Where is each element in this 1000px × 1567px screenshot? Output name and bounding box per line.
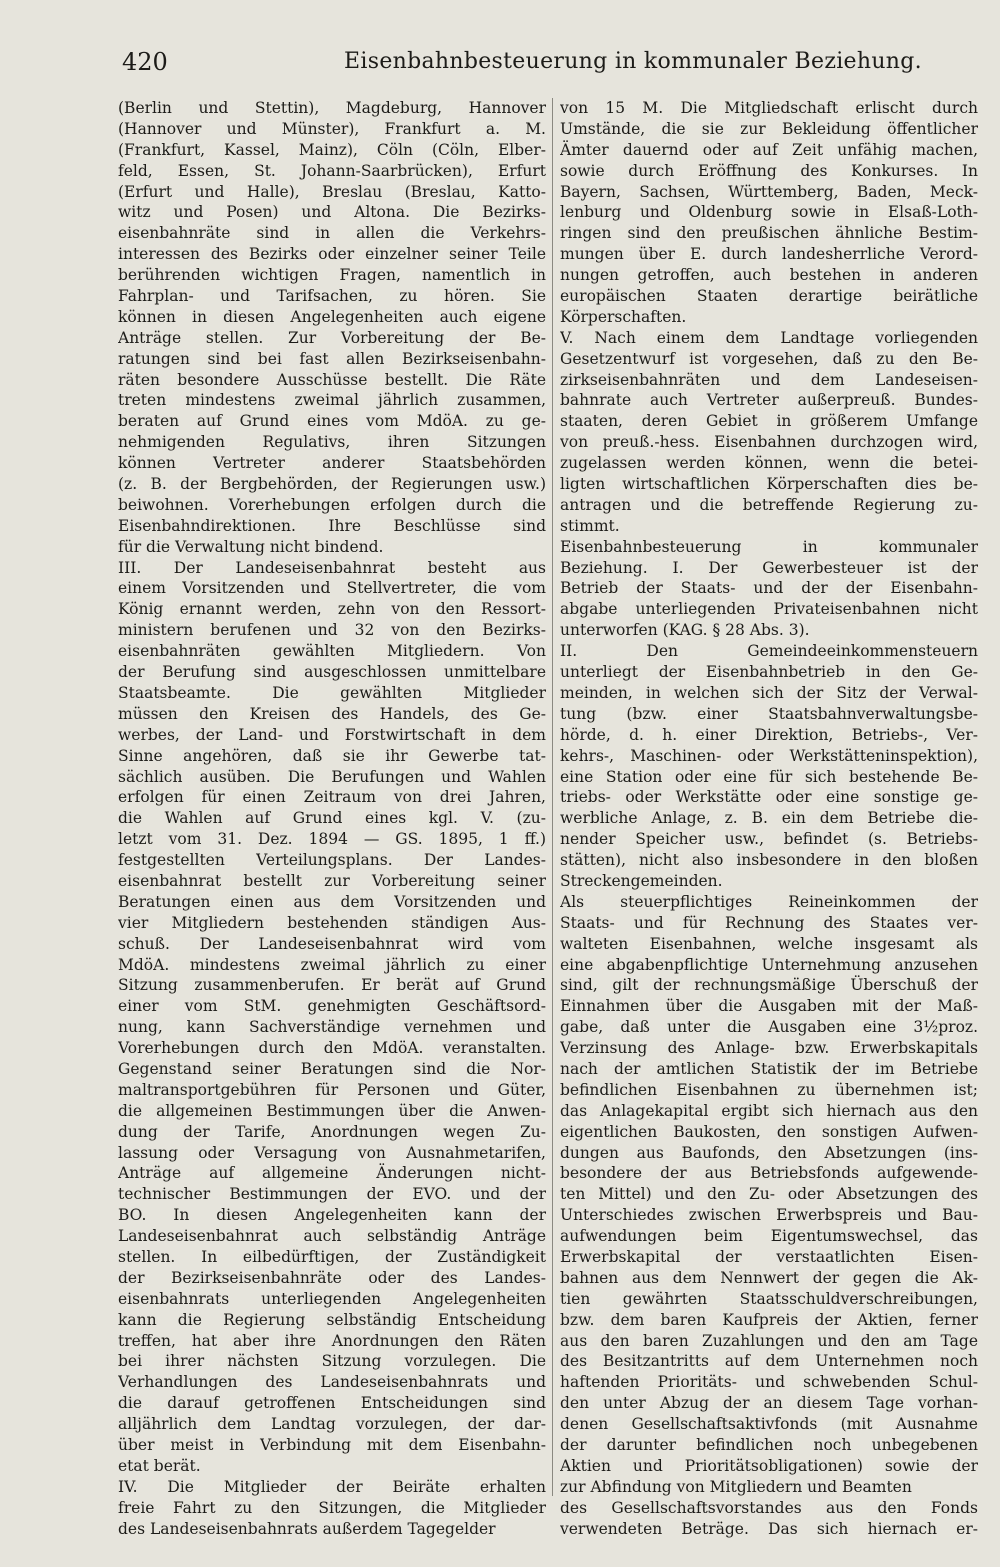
text-line: Staatsbeamte. Die gewählten Mitglieder: [118, 683, 546, 702]
text-line: des Gesellschaftsvorstandes aus den Fonds: [560, 1498, 978, 1517]
text-line: Ämter dauernd oder auf Zeit unfähig machen,: [560, 140, 978, 159]
text-line: walteten Eisenbahnen, welche insgesamt als: [560, 934, 978, 953]
text-line: Als steuerpflichtiges Reineinkommen der: [560, 892, 978, 911]
text-line: (Frankfurt, Kassel, Mainz), Cöln (Cöln, Elber-: [118, 140, 546, 159]
text-line: Vorerhebungen durch den MdöA. veranstalten.: [118, 1039, 546, 1058]
text-line: alljährlich dem Landtag vorzulegen, der dar-: [118, 1415, 546, 1434]
text-line: maltransportgebühren für Personen und Güter,: [118, 1080, 546, 1099]
text-line: bahnen aus dem Nennwert der gegen die Ak-: [560, 1268, 978, 1287]
text-line: vier Mitgliedern bestehenden ständigen Aus-: [118, 913, 546, 932]
text-line: Erwerbskapital der verstaatlichten Eisen-: [560, 1247, 978, 1266]
text-line: feld, Essen, St. Johann-Saarbrücken), Erfurt: [118, 161, 546, 180]
text-line: (Hannover und Münster), Frankfurt a. M.: [118, 119, 546, 138]
text-line: können in diesen Angelegenheiten auch eigene: [118, 307, 546, 326]
text-line: kehrs-, Maschinen- oder Werkstätteninspektion),: [560, 746, 978, 765]
text-line: eisenbahnrats unterliegenden Angelegenheiten: [118, 1289, 546, 1308]
text-line: eine Station oder eine für sich bestehende Be-: [560, 767, 978, 786]
text-line: beiwohnen. Vorerhebungen erfolgen durch die: [118, 495, 546, 514]
text-line: letzt vom 31. Dez. 1894 — GS. 1895, 1 ff.): [118, 830, 546, 849]
text-line: treten mindestens zweimal jährlich zusammen,: [118, 391, 546, 410]
text-line: dungen aus Baufonds, den Absetzungen (ins-: [560, 1143, 978, 1162]
text-line: verwendeten Beträge. Das sich hiernach er-: [560, 1519, 978, 1538]
text-line: Fahrplan- und Tarifsachen, zu hören. Sie: [118, 287, 546, 306]
text-line: stimmt.: [560, 516, 620, 535]
text-line: Gegenstand seiner Beratungen sind die Nor-: [118, 1059, 546, 1078]
text-line: kann die Regierung selbständig Entscheidung: [118, 1310, 546, 1329]
page-header: [118, 46, 980, 82]
text-line: Anträge auf allgemeine Änderungen nicht-: [118, 1164, 546, 1183]
text-line: Verhandlungen des Landeseisenbahnrats und: [118, 1373, 546, 1392]
text-line: berührenden wichtigen Fragen, namentlich in: [118, 266, 546, 285]
text-line: treffen, hat aber ihre Anordnungen den Räten: [118, 1331, 546, 1350]
text-line: schuß. Der Landeseisenbahnrat wird vom: [118, 934, 546, 953]
text-line: tien gewährten Staatsschuldverschreibungen,: [560, 1289, 978, 1308]
text-line: von preuß.-hess. Eisenbahnen durchzogen wird,: [560, 433, 978, 452]
text-line: können Vertreter anderer Staatsbehörden: [118, 454, 546, 473]
text-line: Betrieb der Staats- und der der Eisenbahn-: [560, 579, 978, 598]
text-line: mungen über E. durch landesherrliche Verord-: [560, 245, 978, 264]
text-line: befindlichen Eisenbahnen zu übernehmen ist;: [560, 1080, 978, 1099]
text-line: nungen getroffen, auch bestehen in anderen: [560, 266, 978, 285]
text-line: Einnahmen über die Ausgaben mit der Maß-: [560, 997, 978, 1016]
text-line: von 15 M. Die Mitgliedschaft erlischt durch: [560, 99, 978, 117]
text-line: Landeseisenbahnrat auch selbständig Anträge: [118, 1227, 546, 1246]
text-line: nender Speicher usw., befindet (s. Betriebs-: [560, 830, 978, 849]
text-line: des Besitzantritts auf dem Unternehmen noch: [560, 1352, 978, 1371]
column-divider: [552, 98, 553, 1496]
text-line: der Berufung sind ausgeschlossen unmittelbare: [118, 663, 546, 682]
text-line: ten Mittel) und den Zu- oder Absetzungen des: [560, 1185, 978, 1204]
text-line: witz und Posen) und Altona. Die Bezirks-: [118, 203, 546, 222]
text-line: triebs- oder Werkstätte oder eine sonstige ge-: [560, 788, 978, 807]
text-line: Beziehung. I. Der Gewerbesteuer ist der: [560, 558, 978, 577]
text-line: räten besondere Ausschüsse bestellt. Die Räte: [118, 370, 546, 389]
text-line: hörde, d. h. einer Direktion, Betriebs-, Ver-: [560, 725, 978, 744]
text-line: Sinne angehören, daß sie ihr Gewerbe tat-: [118, 746, 546, 765]
text-line: haftenden Prioritäts- und schwebenden Schul-: [560, 1373, 978, 1392]
text-line: Eisenbahndirektionen. Ihre Beschlüsse sind: [118, 516, 546, 535]
text-line: ministern berufenen und 32 von den Bezirks-: [118, 621, 546, 640]
text-line: einem Vorsitzenden und Stellvertreter, die vom: [118, 579, 546, 598]
text-line: II. Den Gemeindeeinkommensteuern: [560, 642, 978, 661]
text-line: die Wahlen auf Grund eines kgl. V. (zu-: [118, 809, 546, 828]
text-line: europäischen Staaten derartige beirätliche: [560, 287, 978, 306]
text-line: erfolgen für einen Zeitraum von drei Jahren,: [118, 788, 546, 807]
text-line: tung (bzw. einer Staatsbahnverwaltungsbe-: [560, 704, 978, 723]
text-line: bzw. dem baren Kaufpreis der Aktien, ferner: [560, 1310, 978, 1329]
text-line: die allgemeinen Bestimmungen über die Anwen-: [118, 1101, 546, 1120]
text-line: des Landeseisenbahnrats außerdem Tagegelder: [118, 1519, 496, 1538]
text-line: eisenbahnräte sind in allen die Verkehrs-: [118, 224, 546, 243]
text-line: aufwendungen beim Eigentumswechsel, das: [560, 1227, 978, 1246]
text-line: IV. Die Mitglieder der Beiräte erhalten: [118, 1477, 546, 1496]
text-line: lenburg und Oldenburg sowie in Elsaß-Loth-: [560, 203, 978, 222]
text-line: eigentlichen Baukosten, den sonstigen Aufwen-: [560, 1122, 978, 1141]
running-title: Eisenbahnbesteuerung in kommunaler Beziehung.: [344, 49, 922, 74]
text-line: das Anlagekapital ergibt sich hiernach aus den: [560, 1101, 978, 1120]
text-line: Anträge stellen. Zur Vorbereitung der Be-: [118, 328, 546, 347]
text-line: Bayern, Sachsen, Württemberg, Baden, Meck-: [560, 182, 978, 201]
text-line: sächlich ausüben. Die Berufungen und Wahlen: [118, 767, 546, 786]
text-line: (Berlin und Stettin), Magdeburg, Hannover: [118, 99, 546, 117]
text-line: abgabe unterliegenden Privateisenbahnen nicht: [560, 600, 978, 619]
text-line: einer vom StM. genehmigten Geschäftsord-: [118, 997, 546, 1016]
text-line: (z. B. der Bergbehörden, der Regierungen usw.): [118, 475, 546, 494]
text-line: ratungen sind bei fast allen Bezirkseisenbahn-: [118, 349, 546, 368]
page-number: 420: [122, 48, 168, 76]
text-line: festgestellten Verteilungsplans. Der Landes-: [118, 851, 546, 870]
text-line: zugelassen werden können, wenn die betei-: [560, 454, 978, 473]
text-line: ringen sind den preußischen ähnliche Bestim-: [560, 224, 978, 243]
text-line: nach der amtlichen Statistik der im Betriebe: [560, 1059, 978, 1078]
text-line: bei ihrer nächsten Sitzung vorzulegen. Die: [118, 1352, 546, 1371]
text-line: Streckengemeinden.: [560, 871, 723, 890]
text-line: unterliegt der Eisenbahnbetrieb in den Ge-: [560, 663, 978, 682]
text-line: König ernannt werden, zehn von den Ressort-: [118, 600, 546, 619]
text-line: technischer Bestimmungen der EVO. und der: [118, 1185, 546, 1204]
text-line: besondere der aus Betriebsfonds aufgewende-: [560, 1164, 978, 1183]
text-line: interessen des Bezirks oder einzelner seiner Teile: [118, 245, 546, 264]
text-line: eisenbahnrat bestellt zur Vorbereitung seiner: [118, 871, 546, 890]
text-line: der darunter befindlichen noch unbegebenen: [560, 1436, 978, 1454]
text-line: bahnrate auch Vertreter außerpreuß. Bundes-: [560, 391, 978, 410]
text-line: für die Verwaltung nicht bindend.: [118, 537, 384, 556]
text-line: müssen den Kreisen des Handels, des Ge-: [118, 704, 546, 723]
text-line: etat berät.: [118, 1456, 201, 1475]
text-line: meinden, in welchen sich der Sitz der Verwal-: [560, 683, 978, 702]
text-line: nehmigenden Regulativs, ihren Sitzungen: [118, 433, 546, 452]
text-line: Verzinsung des Anlage- bzw. Erwerbskapitals: [560, 1039, 978, 1058]
text-line: III. Der Landeseisenbahnrat besteht aus: [118, 558, 546, 577]
text-line: BO. In diesen Angelegenheiten kann der: [118, 1206, 546, 1225]
text-line: nung, kann Sachverständige vernehmen und: [118, 1018, 546, 1037]
right-column: [560, 98, 978, 1538]
text-line: Staats- und für Rechnung des Staates ver-: [560, 913, 978, 932]
text-line: stellen. In eilbedürftigen, der Zuständigkeit: [118, 1247, 546, 1266]
text-line: Gesetzentwurf ist vorgesehen, daß zu den Be-: [560, 349, 978, 368]
text-line: Sitzung zusammenberufen. Er berät auf Grund: [118, 976, 546, 995]
text-line: beraten auf Grund eines vom MdöA. zu ge-: [118, 412, 546, 431]
text-line: ligten wirtschaftlichen Körperschaften dies be-: [560, 475, 978, 494]
text-line: Beratungen einen aus dem Vorsitzenden und: [118, 892, 546, 911]
text-line: zirkseisenbahnräten und dem Landeseisen-: [560, 370, 978, 389]
text-line: Umstände, die sie zur Bekleidung öffentlicher: [560, 119, 978, 138]
text-line: zur Abfindung von Mitgliedern und Beamten: [560, 1477, 912, 1496]
text-line: der Bezirkseisenbahnräte oder des Landes-: [118, 1268, 546, 1287]
text-line: dung der Tarife, Anordnungen wegen Zu-: [118, 1122, 546, 1141]
left-column: [118, 98, 546, 1538]
text-line: sowie durch Eröffnung des Konkurses. In: [560, 161, 978, 180]
text-line: unterworfen (KAG. § 28 Abs. 3).: [560, 621, 810, 640]
text-line: V. Nach einem dem Landtage vorliegenden: [560, 328, 978, 347]
text-line: werbes, der Land- und Forstwirtschaft in dem: [118, 725, 546, 744]
text-line: den unter Abzug der an diesem Tage vorhan-: [560, 1394, 978, 1413]
text-line: sind, gilt der rechnungsmäßige Überschuß der: [560, 976, 978, 995]
text-line: antragen und die betreffende Regierung zu-: [560, 495, 978, 514]
text-line: (Erfurt und Halle), Breslau (Breslau, Katto-: [118, 182, 546, 201]
text-line: eisenbahnräten gewählten Mitgliedern. Von: [118, 642, 546, 661]
text-line: Eisenbahnbesteuerung in kommunaler: [560, 537, 978, 556]
text-line: Unterschiedes zwischen Erwerbspreis und Bau-: [560, 1206, 978, 1225]
text-line: lassung oder Versagung von Ausnahmetarifen,: [118, 1143, 546, 1162]
text-line: aus den baren Zuzahlungen und den am Tage: [560, 1331, 978, 1350]
text-line: werbliche Anlage, z. B. ein dem Betriebe die-: [560, 809, 978, 828]
text-line: Aktien und Prioritätsobligationen) sowie der: [560, 1456, 978, 1475]
text-line: über meist in Verbindung mit dem Eisenbahn-: [118, 1436, 546, 1454]
text-line: stätten), nicht also insbesondere in den bloßen: [560, 851, 978, 870]
text-line: Körperschaften.: [560, 307, 687, 326]
text-line: MdöA. mindestens zweimal jährlich zu einer: [118, 955, 546, 974]
text-line: staaten, deren Gebiet in größerem Umfange: [560, 412, 978, 431]
text-line: gabe, daß unter die Ausgaben eine 3½proz.: [560, 1018, 978, 1037]
text-line: die darauf getroffenen Entscheidungen sind: [118, 1394, 546, 1413]
text-line: eine abgabenpflichtige Unternehmung anzusehen: [560, 955, 978, 974]
text-line: freie Fahrt zu den Sitzungen, die Mitglieder: [118, 1498, 546, 1517]
text-line: denen Gesellschaftsaktivfonds (mit Ausnahme: [560, 1415, 978, 1434]
